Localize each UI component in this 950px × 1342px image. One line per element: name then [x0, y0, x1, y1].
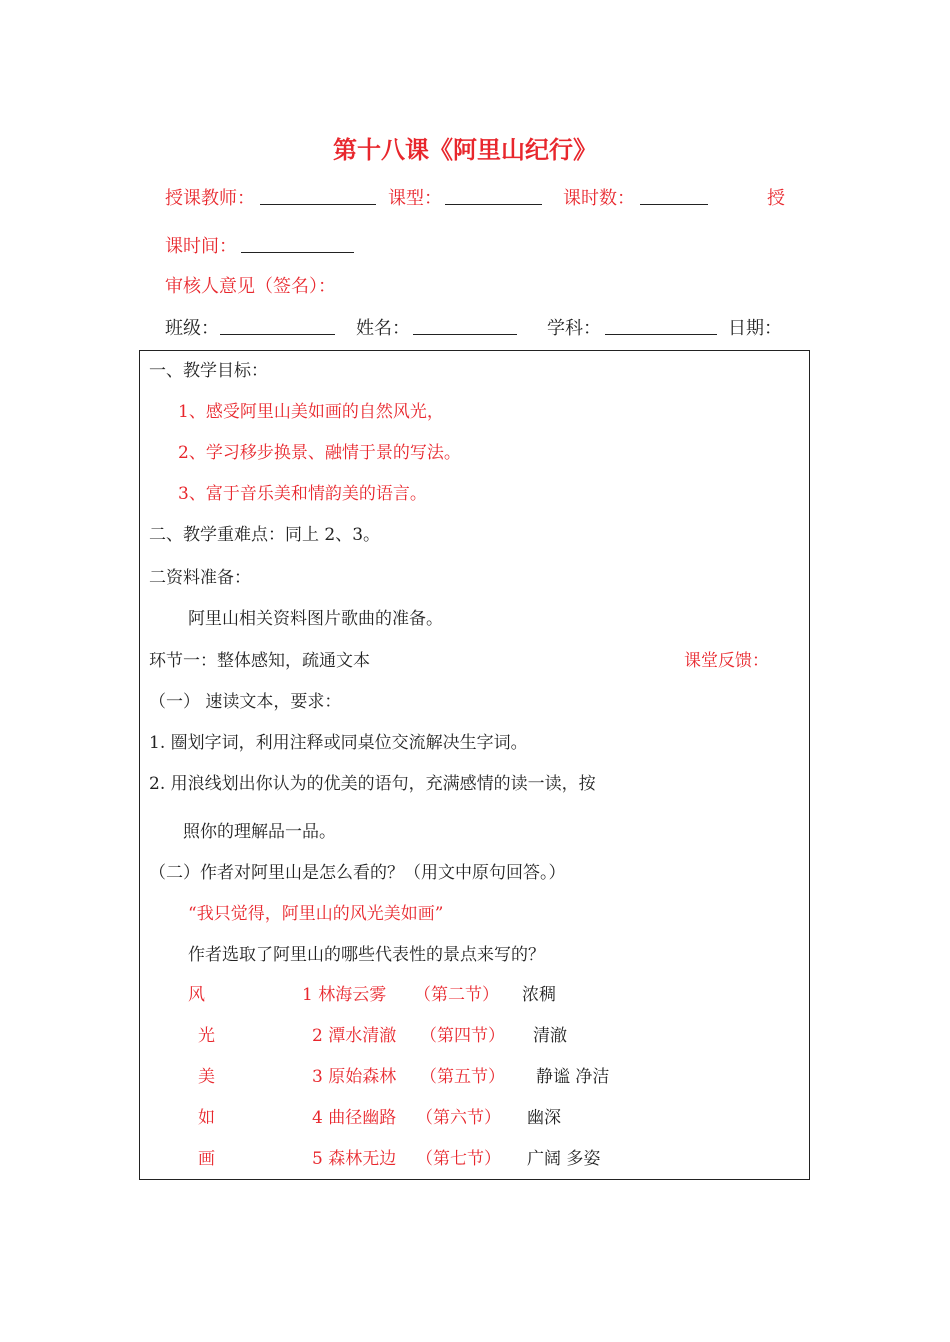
subject-blank [605, 316, 717, 335]
spot-section: （第七节） [416, 1149, 501, 1169]
requirement-2: 2. 用浪线划出你认为的优美的语句，充满感情的读一读，按 [149, 774, 596, 794]
date-label: 日期： [728, 318, 782, 339]
spot-desc: 广阔 多姿 [527, 1149, 601, 1169]
hours-label: 课时数： [563, 188, 635, 209]
stage-1: 环节一：整体感知，疏通文本 [149, 651, 370, 671]
name-blank [413, 316, 517, 335]
materials-text: 阿里山相关资料图片歌曲的准备。 [188, 609, 443, 629]
class-label: 班级： [165, 318, 219, 339]
requirement-1: 1. 圈划字词，利用注释或同桌位交流解决生字词。 [149, 733, 528, 753]
spot-name: 1 林海云雾 [302, 985, 387, 1005]
spot-char: 风 [188, 985, 205, 1005]
goal-1: 1、感受阿里山美如画的自然风光， [178, 402, 444, 422]
spot-name: 5 森林无边 [312, 1149, 397, 1169]
spot-name: 3 原始森林 [312, 1067, 397, 1087]
goals-heading: 一、教学目标： [149, 361, 268, 381]
page-title: 第十八课《阿里山纪行》 [333, 135, 597, 164]
spot-char: 美 [198, 1067, 215, 1087]
type-label: 课型： [388, 188, 442, 209]
teacher-blank [260, 186, 376, 205]
lesson-frame [139, 350, 810, 1180]
spot-char: 画 [198, 1149, 215, 1169]
spot-desc: 幽深 [527, 1108, 561, 1128]
shou-char: 授 [767, 188, 785, 209]
name-label: 姓名： [356, 318, 410, 339]
time-blank [241, 234, 354, 253]
question: 作者选取了阿里山的哪些代表性的景点来写的？ [188, 945, 545, 965]
spot-name: 4 曲径幽路 [312, 1108, 397, 1128]
spot-char: 光 [198, 1026, 215, 1046]
spot-section: （第六节） [416, 1108, 501, 1128]
spot-desc: 浓稠 [522, 985, 556, 1005]
type-blank [445, 186, 542, 205]
feedback-label: 课堂反馈： [684, 651, 769, 671]
spot-section: （第五节） [420, 1067, 505, 1087]
spot-desc: 静谧 净洁 [536, 1067, 610, 1087]
hours-blank [640, 186, 708, 205]
part-1: （一） 速读文本，要求： [149, 692, 342, 712]
spot-desc: 清澈 [533, 1026, 567, 1046]
spot-section: （第二节） [414, 985, 499, 1005]
class-blank [220, 316, 335, 335]
spot-char: 如 [198, 1108, 215, 1128]
spot-name: 2 潭水清澈 [312, 1026, 397, 1046]
subject-label: 学科： [547, 318, 601, 339]
review-label: 审核人意见（签名）： [165, 276, 336, 297]
key-points: 二、教学重难点：同上 2、3。 [149, 525, 381, 545]
teacher-label: 授课教师： [165, 188, 255, 209]
goal-2: 2、学习移步换景、融情于景的写法。 [178, 443, 461, 463]
spot-section: （第四节） [420, 1026, 505, 1046]
time-label: 课时间： [165, 236, 237, 257]
quote: “我只觉得，阿里山的风光美如画” [188, 904, 444, 924]
requirement-2-cont: 照你的理解品一品。 [183, 822, 336, 842]
part-2: （二）作者对阿里山是怎么看的？（用文中原句回答。） [149, 863, 566, 883]
goal-3: 3、富于音乐美和情韵美的语言。 [178, 484, 427, 504]
materials-heading: 二资料准备： [149, 568, 251, 588]
